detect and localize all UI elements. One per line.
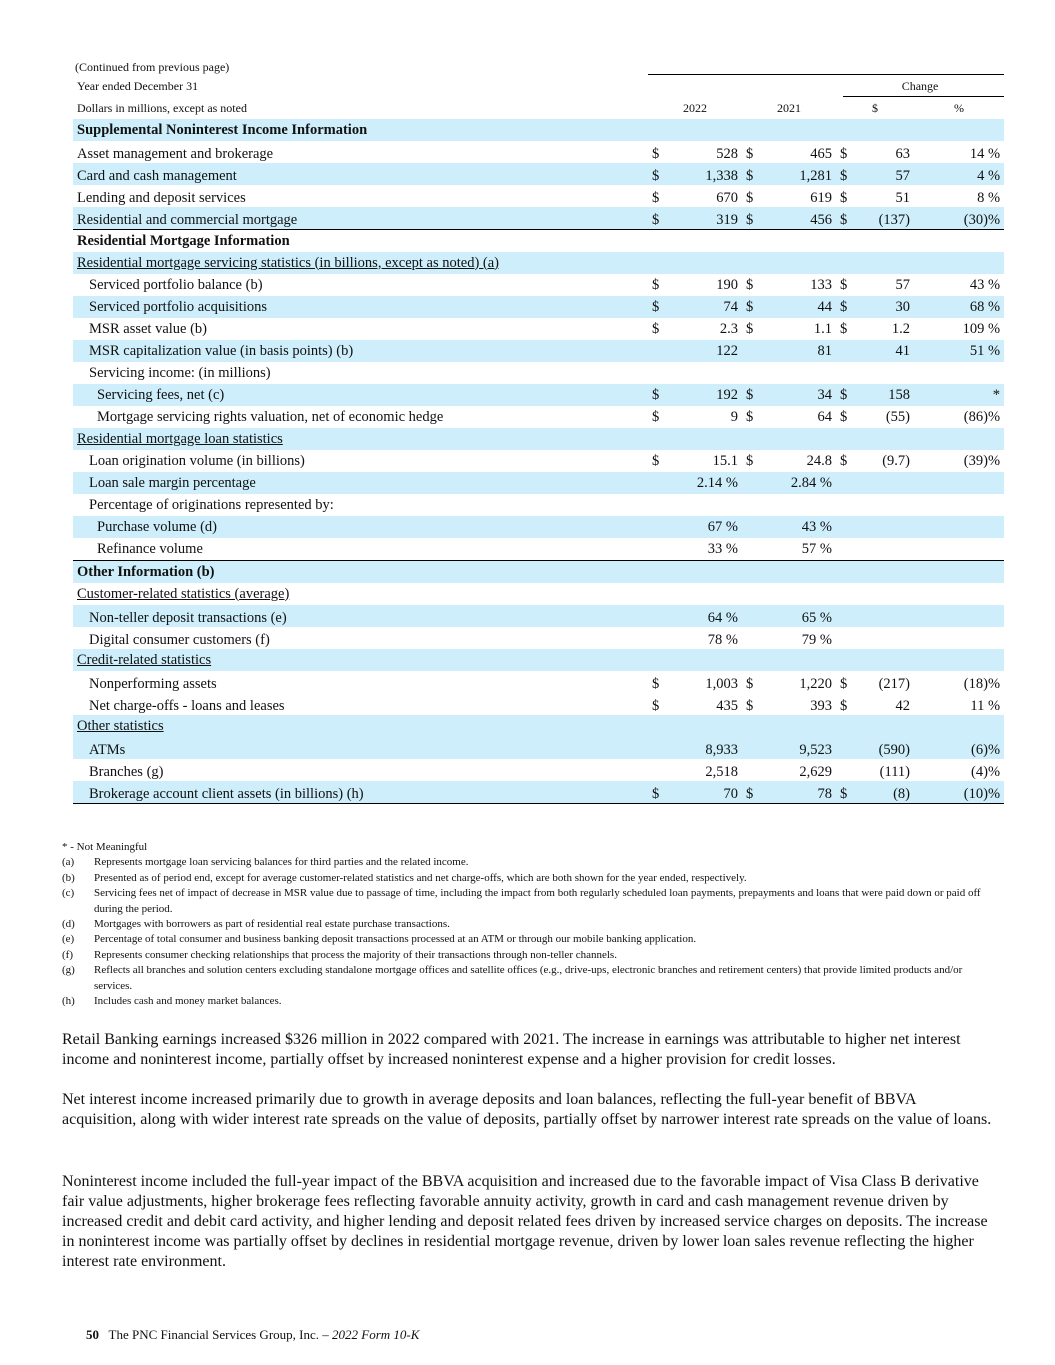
row-label: Digital consumer customers (f)	[89, 632, 270, 648]
change-dollar	[856, 627, 914, 649]
row-label: Lending and deposit services	[77, 190, 246, 206]
table-row	[73, 781, 1004, 804]
table-row	[73, 318, 1004, 340]
col-2021: 2021	[777, 100, 801, 115]
footnote	[62, 932, 1002, 947]
footer-form: 2022 Form 10-K	[332, 1327, 420, 1342]
footnote	[62, 871, 1002, 886]
value-2021: 79 %	[801, 632, 832, 648]
currency-2022	[648, 759, 668, 781]
change-percent: (6)%	[914, 737, 1004, 759]
row-label: ATMs	[73, 737, 648, 759]
currency-2021	[742, 516, 762, 538]
value-2022	[668, 362, 742, 384]
value-2021: 34	[762, 384, 836, 406]
footnote-key: (f)	[62, 948, 73, 961]
currency-change	[836, 605, 856, 627]
currency-2021: $	[742, 163, 762, 185]
value-2022: 192	[668, 384, 742, 406]
change-percent: 68 %	[914, 296, 1004, 318]
currency-2021	[742, 605, 762, 627]
value-2022: 33 %	[707, 540, 738, 557]
change-dollar: 57	[895, 276, 910, 293]
col-change-pct: %	[954, 100, 965, 115]
table-row	[73, 737, 1004, 759]
value-2022: 435	[716, 698, 738, 714]
footnote	[62, 840, 1002, 855]
footnote	[62, 963, 1002, 994]
change-percent: (4)%	[971, 764, 1001, 780]
paragraph-net-interest-income: Net interest income increased primarily due to growth in average deposits and loan balances, reflecting the full-year benefit of BBVA acquisition, along with wider interest rate spreads on the value of deposits, partially offset by narrower interest rate spreads on the value of loans.	[62, 1091, 992, 1128]
value-2021: 9,523	[762, 737, 836, 759]
currency-2021: $	[742, 781, 762, 804]
subheading-label: Credit-related statistics	[77, 651, 212, 668]
currency-change: $	[840, 452, 848, 469]
row-label: Refinance volume	[97, 540, 203, 557]
currency-2022: $	[652, 698, 660, 714]
value-2022: 122	[668, 340, 742, 362]
section-title: Supplemental Noninterest Income Information	[77, 121, 368, 138]
currency-2021: $	[746, 320, 754, 337]
change-dollar: 57	[856, 163, 914, 185]
value-2022: 190	[716, 276, 738, 293]
currency-2021	[742, 340, 762, 362]
change-percent: 4 %	[914, 163, 1004, 185]
table-row	[73, 450, 1004, 472]
currency-change	[836, 472, 856, 494]
currency-change	[836, 362, 856, 384]
footnote-text: Represents consumer checking relationships that process the majority of their transactions through non-teller channels.	[94, 948, 617, 961]
row-label: Net charge-offs - loans and leases	[89, 698, 285, 714]
section-header-row	[73, 119, 1004, 141]
value-2021: 64	[817, 408, 832, 425]
currency-2022: $	[648, 163, 668, 185]
change-percent: (86)%	[963, 408, 1001, 425]
value-2022: 8,933	[668, 737, 742, 759]
currency-2022: $	[652, 452, 660, 469]
header-row-year	[73, 75, 1004, 97]
section-header-row	[73, 230, 1004, 253]
currency-2022: $	[652, 146, 660, 162]
currency-2021: $	[746, 146, 754, 162]
value-2022: 78 %	[707, 632, 738, 648]
row-label: Serviced portfolio acquisitions	[73, 296, 648, 318]
currency-2021	[742, 759, 762, 781]
currency-2022: $	[648, 296, 668, 318]
paragraph-noninterest-income: Noninterest income included the full-year impact of the BBVA acquisition and increased due to the favorable impact of Visa Class B derivative fair value adjustments, higher brokerage fees reflecting favorable annuity activity, growth in card and cash management revenue driven by increased credit and debit card activity, and higher lending and deposit related fees driven by increased service charges on deposits. The increase in noninterest income was partially offset by declines in residential mortgage revenue, driven by lower loan sales revenue reflecting the higher interest rate environment.	[62, 1173, 988, 1270]
currency-change: $	[840, 676, 848, 692]
currency-change	[836, 627, 856, 649]
currency-2022	[648, 362, 668, 384]
currency-2021: $	[746, 698, 754, 714]
table-row	[73, 274, 1004, 296]
footnote	[62, 917, 1002, 932]
row-label: Serviced portfolio balance (b)	[89, 276, 263, 293]
currency-change: $	[836, 781, 856, 804]
table-row	[73, 605, 1004, 627]
currency-2021: $	[746, 408, 754, 425]
change-percent: 14 %	[969, 146, 1001, 162]
currency-2022	[648, 538, 668, 561]
subheading-label: Residential mortgage servicing statistics (in billions, except as noted) (a)	[77, 254, 500, 271]
value-2022: 319	[668, 207, 742, 230]
value-2022: 1,338	[668, 163, 742, 185]
footnote-key: (e)	[62, 933, 75, 946]
currency-2022: $	[652, 408, 660, 425]
change-dollar: (590)	[856, 737, 914, 759]
change-dollar: 30	[856, 296, 914, 318]
currency-change: $	[840, 698, 848, 714]
footnote-key: (a)	[62, 856, 75, 869]
value-2022: 2.3	[719, 320, 738, 337]
col-2022: 2022	[683, 100, 707, 115]
change-percent: 51 %	[914, 340, 1004, 362]
currency-change: $	[840, 408, 848, 425]
footnote-text: Percentage of total consumer and business banking deposit transactions processed at an ATM or through our mobile banking application.	[94, 933, 697, 946]
value-2021: 2.84 %	[762, 472, 836, 494]
currency-change: $	[836, 384, 856, 406]
currency-2022: $	[652, 676, 660, 692]
change-dollar: (137)	[856, 207, 914, 230]
section-title: Other Information (b)	[77, 563, 215, 580]
row-label: Servicing fees, net (c)	[73, 384, 648, 406]
footnote-text: Mortgages with borrowers as part of residential real estate purchase transactions.	[94, 918, 450, 931]
change-dollar	[856, 494, 914, 516]
page-number: 50	[86, 1327, 99, 1342]
change-dollar	[856, 538, 914, 561]
value-2021: 81	[762, 340, 836, 362]
currency-2022: $	[648, 781, 668, 804]
dollars-label: Dollars in millions, except as noted	[77, 100, 247, 115]
value-2021: 43 %	[762, 516, 836, 538]
change-dollar: (111)	[879, 764, 910, 780]
table-row	[73, 384, 1004, 406]
value-2021	[762, 494, 836, 516]
year-label: Year ended December 31	[77, 78, 199, 93]
currency-2022: $	[648, 384, 668, 406]
currency-2021: $	[746, 276, 754, 293]
currency-2021	[742, 472, 762, 494]
change-dollar	[856, 516, 914, 538]
currency-change	[836, 516, 856, 538]
continued-note: (Continued from previous page)	[75, 60, 230, 74]
subheading-row	[73, 428, 1004, 450]
row-label: Branches (g)	[89, 764, 164, 780]
change-dollar: (9.7)	[882, 452, 910, 469]
currency-change: $	[840, 276, 848, 293]
change-percent: 43 %	[969, 276, 1001, 293]
value-2021: 24.8	[806, 452, 832, 469]
table-row	[73, 340, 1004, 362]
value-2022: 528	[716, 146, 738, 162]
table-row	[73, 538, 1004, 561]
value-2021: 44	[762, 296, 836, 318]
table-row	[73, 362, 1004, 384]
change-dollar	[856, 472, 914, 494]
change-dollar: 41	[856, 340, 914, 362]
footnote	[62, 886, 1002, 917]
header-row-columns	[73, 97, 1004, 119]
subheading-row	[73, 252, 1004, 274]
currency-change	[836, 759, 856, 781]
value-2021	[762, 362, 836, 384]
currency-2022	[648, 494, 668, 516]
change-dollar: (217)	[878, 676, 910, 692]
value-2022: 74	[668, 296, 742, 318]
value-2022: 9	[730, 408, 738, 425]
change-percent: (39)%	[963, 452, 1001, 469]
table-row	[73, 163, 1004, 185]
change-percent: (18)%	[963, 676, 1001, 692]
value-2022: 70	[668, 781, 742, 804]
value-2022: 67 %	[668, 516, 742, 538]
currency-change	[836, 737, 856, 759]
table-row	[73, 627, 1004, 649]
table-row	[73, 516, 1004, 538]
value-2022: 2,518	[705, 764, 738, 780]
value-2021: 619	[810, 190, 832, 206]
currency-2022	[648, 605, 668, 627]
row-label: Brokerage account client assets (in billions) (h)	[73, 781, 648, 804]
currency-2021	[742, 627, 762, 649]
value-2022: 1,003	[705, 676, 738, 692]
value-2021: 57 %	[801, 540, 832, 557]
currency-2022	[648, 627, 668, 649]
value-2022: 64 %	[668, 605, 742, 627]
currency-change	[836, 340, 856, 362]
table-row	[73, 406, 1004, 428]
change-percent	[914, 362, 1004, 384]
currency-2021	[742, 362, 762, 384]
change-percent	[914, 627, 1004, 649]
value-2022	[668, 494, 742, 516]
value-2021: 393	[810, 698, 832, 714]
row-label: Mortgage servicing rights valuation, net of economic hedge	[97, 408, 444, 425]
footnote-key: (b)	[62, 871, 75, 884]
change-percent: 109 %	[962, 320, 1001, 337]
table-row	[73, 141, 1004, 163]
change-dollar: (55)	[885, 408, 910, 425]
row-label: Residential and commercial mortgage	[73, 207, 648, 230]
footnote	[62, 855, 1002, 870]
currency-2022	[648, 472, 668, 494]
value-2021: 1.1	[813, 320, 832, 337]
supplemental-info-table	[73, 75, 1004, 804]
footnote-text: Includes cash and money market balances.	[94, 995, 282, 1008]
section-title: Residential Mortgage Information	[77, 232, 290, 249]
change-dollar: 158	[856, 384, 914, 406]
footnote-key: (g)	[62, 964, 75, 977]
currency-2021	[742, 494, 762, 516]
change-dollar: 63	[895, 146, 910, 162]
currency-2021: $	[742, 296, 762, 318]
change-percent: (10)%	[914, 781, 1004, 804]
currency-2022	[648, 516, 668, 538]
currency-change: $	[836, 296, 856, 318]
currency-change: $	[836, 163, 856, 185]
value-2022: 670	[716, 190, 738, 206]
subheading-label: Other statistics	[77, 717, 164, 734]
change-percent: 11 %	[970, 698, 1001, 714]
subheading-row	[73, 583, 1004, 605]
table-row	[73, 296, 1004, 318]
row-label: Percentage of originations represented by:	[89, 496, 334, 513]
table-row	[73, 185, 1004, 207]
currency-2021: $	[746, 190, 754, 206]
subheading-row	[73, 715, 1004, 737]
value-2021: 78	[762, 781, 836, 804]
value-2021: 133	[810, 276, 832, 293]
change-dollar: (8)	[856, 781, 914, 804]
currency-2022	[648, 340, 668, 362]
row-label: Loan sale margin percentage	[73, 472, 648, 494]
currency-change: $	[836, 207, 856, 230]
table-row	[73, 472, 1004, 494]
footnote-text: Represents mortgage loan servicing balances for third parties and the related income.	[94, 856, 469, 869]
footnote-key: (d)	[62, 918, 75, 931]
footnote	[62, 994, 1002, 1009]
value-2021: 465	[810, 146, 832, 162]
footnote-key: (c)	[62, 887, 75, 900]
change-percent	[914, 538, 1004, 561]
footnote	[62, 948, 1002, 963]
currency-2022: $	[648, 207, 668, 230]
change-dollar: 42	[895, 698, 910, 714]
currency-change: $	[840, 146, 848, 162]
subheading-row	[73, 649, 1004, 671]
row-label: Card and cash management	[73, 163, 648, 185]
footnotes	[62, 840, 1002, 1009]
value-2022: 2.14 %	[668, 472, 742, 494]
value-2021: 65 %	[762, 605, 836, 627]
subheading-label: Residential mortgage loan statistics	[77, 430, 283, 447]
paragraph-earnings: Retail Banking earnings increased $326 million in 2022 compared with 2021. The increase in earnings was attributable to higher net interest income and noninterest income, partially offset by increased noninterest expense and a higher provision for credit losses.	[62, 1031, 961, 1068]
change-label: Change	[901, 78, 939, 93]
currency-2021: $	[746, 452, 754, 469]
currency-2021	[742, 737, 762, 759]
footnote-text: Presented as of period end, except for average customer-related statistics and net charge-offs, which are both shown for the year ended, respectively.	[94, 871, 747, 884]
table-row	[73, 207, 1004, 230]
currency-change	[836, 494, 856, 516]
value-2021: 1,281	[762, 163, 836, 185]
change-dollar: 1.2	[891, 320, 910, 337]
currency-2022	[648, 737, 668, 759]
currency-2021: $	[746, 676, 754, 692]
row-label: MSR asset value (b)	[89, 320, 207, 337]
footnote-text: Reflects all branches and solution centers excluding standalone mortgage offices and satellite offices (e.g., drive-ups, electronic branches and retirement centers) that provide limited products and/or services.	[94, 964, 963, 992]
currency-2021: $	[742, 384, 762, 406]
currency-change	[836, 538, 856, 561]
table-row	[73, 759, 1004, 781]
currency-2022: $	[652, 190, 660, 206]
table-body	[73, 119, 1004, 804]
change-percent	[914, 516, 1004, 538]
row-label: Asset management and brokerage	[77, 146, 274, 162]
col-change-dollar: $	[872, 100, 878, 115]
change-percent: 8 %	[977, 190, 1001, 206]
change-dollar: 51	[895, 190, 910, 206]
change-dollar	[856, 362, 914, 384]
currency-2021: $	[742, 207, 762, 230]
change-percent	[914, 472, 1004, 494]
value-2021: 2,629	[799, 764, 832, 780]
footer-company: The PNC Financial Services Group, Inc. –	[108, 1327, 329, 1342]
value-2021: 456	[762, 207, 836, 230]
section-header-row	[73, 561, 1004, 584]
subheading-label: Customer-related statistics (average)	[77, 585, 290, 602]
footnote-key: (h)	[62, 995, 75, 1008]
currency-change: $	[840, 320, 848, 337]
value-2021: 1,220	[799, 676, 832, 692]
row-label: Nonperforming assets	[89, 676, 217, 692]
currency-change: $	[840, 190, 848, 206]
row-label: Purchase volume (d)	[73, 516, 648, 538]
row-label: Non-teller deposit transactions (e)	[73, 605, 648, 627]
page-footer	[86, 1327, 419, 1343]
footnote-key: * - Not Meaningful	[62, 841, 148, 853]
footnote-text: Servicing fees net of impact of decrease in MSR value due to passage of time, including the impact from both regularly scheduled loan payments, prepayments and loans that were paid down or paid off during the period.	[94, 887, 981, 915]
row-label: Servicing income: (in millions)	[89, 364, 271, 381]
change-percent: (30)%	[914, 207, 1004, 230]
currency-2021	[742, 538, 762, 561]
table-row	[73, 494, 1004, 516]
table-row	[73, 671, 1004, 693]
change-percent	[914, 494, 1004, 516]
change-percent: *	[914, 384, 1004, 406]
currency-2022: $	[652, 320, 660, 337]
currency-2022: $	[652, 276, 660, 293]
row-label: MSR capitalization value (in basis points) (b)	[73, 340, 648, 362]
change-percent	[914, 605, 1004, 627]
change-dollar	[856, 605, 914, 627]
row-label: Loan origination volume (in billions)	[89, 452, 305, 469]
table-row	[73, 693, 1004, 715]
value-2022: 15.1	[712, 452, 738, 469]
